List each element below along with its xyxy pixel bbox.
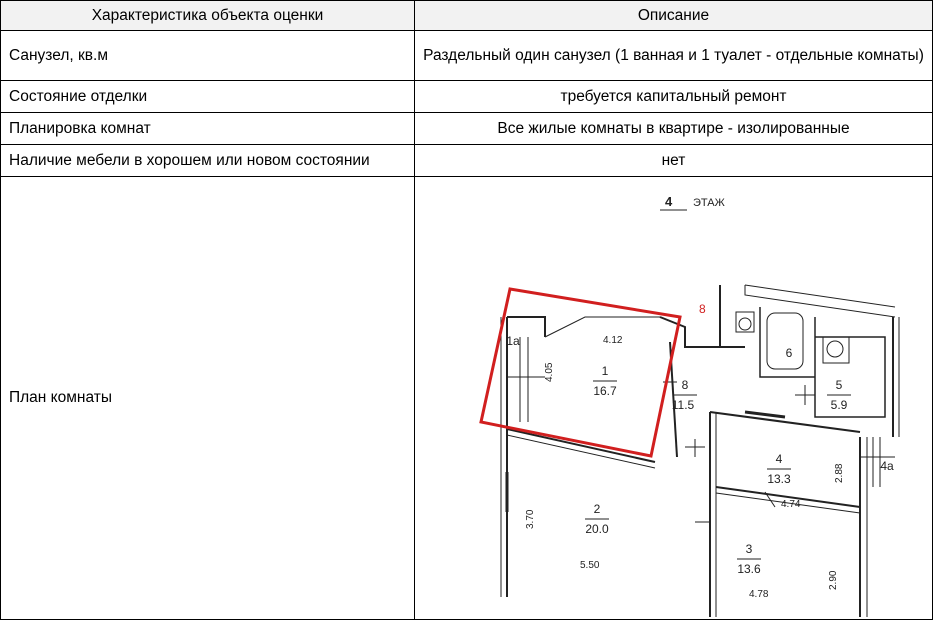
dimension-4-78: 4.78: [749, 589, 769, 600]
room-2-number: 2: [593, 502, 601, 516]
row-label: Состояние отделки: [1, 81, 415, 113]
row-label: Планировка комнат: [1, 113, 415, 145]
room-labels: [506, 334, 894, 576]
room-5-area: 5.9: [830, 398, 848, 412]
room-8-number: 8: [681, 378, 689, 392]
dimension-4-74: 4.74: [781, 499, 801, 510]
room-4a-label: 4а: [880, 459, 894, 473]
floor-plan: [415, 177, 925, 619]
room-8-area: 11.5: [671, 398, 695, 412]
floor-plan-cell: [415, 177, 933, 620]
dimension-labels: [525, 335, 845, 600]
room-4-number: 4: [775, 452, 783, 466]
table-row: [1, 113, 933, 145]
dimension-2-90: 2.90: [828, 570, 839, 590]
row-value: нет: [415, 145, 933, 177]
table-row: [1, 145, 933, 177]
column-header-characteristic: Характеристика объекта оценки: [1, 1, 415, 31]
table-row: [1, 31, 933, 81]
room-5-number: 5: [835, 378, 843, 392]
row-value: Раздельный один санузел (1 ванная и 1 туалет - отдельные комнаты): [415, 31, 933, 81]
room-1-area: 16.7: [593, 384, 617, 398]
room-3-number: 3: [745, 542, 753, 556]
row-label: Санузел, кв.м: [1, 31, 415, 81]
dimension-3-70: 3.70: [525, 509, 536, 529]
room-2-area: 20.0: [585, 522, 609, 536]
table-row: [1, 81, 933, 113]
red-marker-label: 8: [699, 302, 706, 316]
floor-number: 4: [665, 194, 673, 209]
room-4-area: 13.3: [767, 472, 791, 486]
dimension-5-50: 5.50: [580, 560, 600, 571]
column-header-description: Описание: [415, 1, 933, 31]
dimension-4-05: 4.05: [544, 362, 555, 382]
row-value: требуется капитальный ремонт: [415, 81, 933, 113]
table-row: [1, 177, 933, 620]
room-3-area: 13.6: [737, 562, 761, 576]
room-1-number: 1: [601, 364, 609, 378]
floor-label: ЭТАЖ: [693, 197, 725, 209]
dimension-2-88: 2.88: [834, 463, 845, 483]
room-6-number: 6: [785, 346, 793, 360]
walls: [501, 285, 899, 617]
row-label: План комнаты: [1, 177, 415, 620]
dimension-4-12: 4.12: [603, 335, 623, 346]
row-value: Все жилые комнаты в квартире - изолированные: [415, 113, 933, 145]
highlighted-room-outline: [481, 289, 680, 456]
room-1a-label: 1а: [506, 334, 520, 348]
row-label: Наличие мебели в хорошем или новом состоянии: [1, 145, 415, 177]
